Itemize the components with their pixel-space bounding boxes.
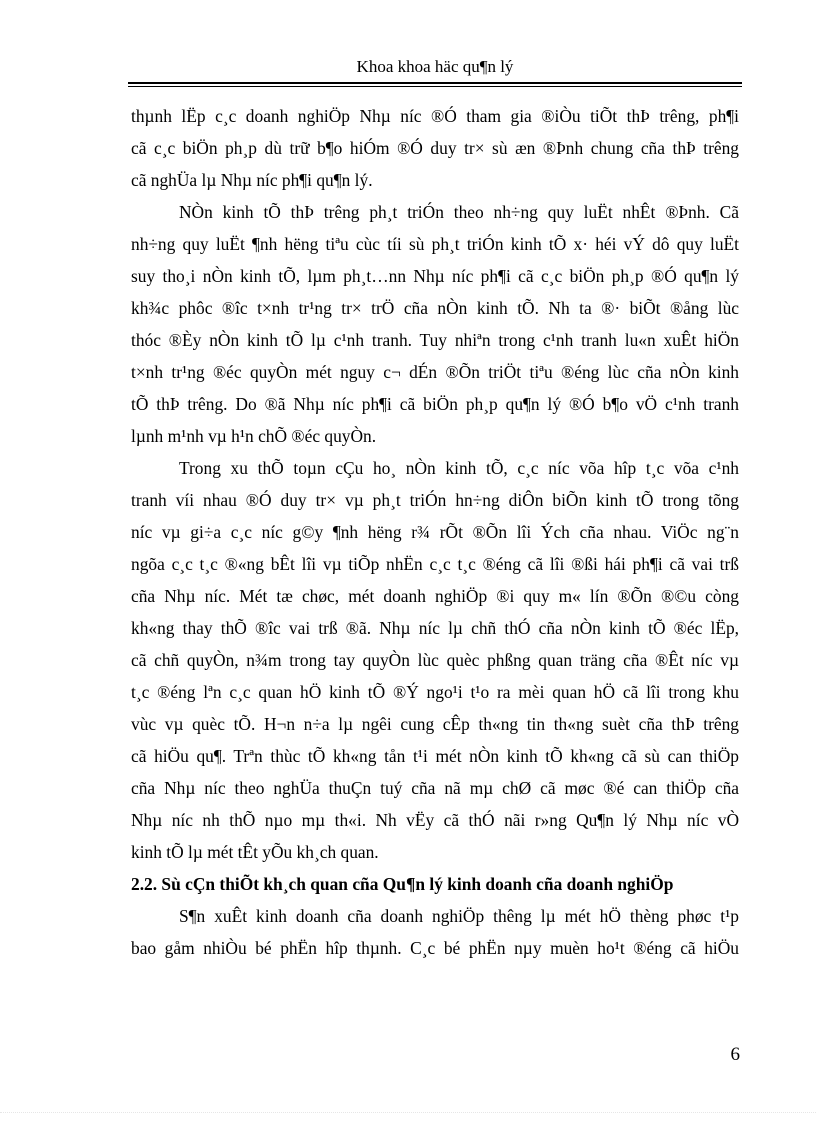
text-line: cã hiÖu qu¶. Trªn thùc tÕ kh«ng tån t¹i mét nÒn kinh tÕ kh«ng cã sù can thiÖp: [131, 746, 739, 766]
header-rule-thick: [128, 82, 742, 84]
text-line: kinh tÕ lµ mét tÊt yÕu kh¸ch quan.: [131, 842, 379, 862]
text-line: cã chñ quyÒn, n¾m trong tay quyÒn lùc quèc phßng quan träng cña ®Êt níc vµ: [131, 650, 739, 670]
text-line: vùc vµ quèc tÕ. H¬n n÷a lµ ngêi cung cÊp th«ng tin th«ng suèt cña thÞ trêng: [131, 714, 739, 734]
text-line: ngõa c¸c t¸c ®«ng bÊt lîi vµ tiÕp nhËn c¸c t¸c ®éng cã lîi ®ßi hái ph¶i cã vai trß: [131, 554, 739, 574]
text-line: suy tho¸i nÒn kinh tÕ, lµm ph¸t…nn Nhµ níc ph¶i cã c¸c biÖn ph¸p ®Ó qu¶n lý: [131, 266, 739, 286]
text-line: kh¾c phôc ®îc t×nh tr¹ng tr× trÖ cña nÒn kinh tÕ. Nh ta ®· biÕt ®ång lùc: [131, 298, 739, 318]
text-line: Nhµ níc nh thÕ nµo mµ th«i. Nh vËy cã thÓ nãi r»ng Qu¶n lý Nhµ níc vÒ: [131, 810, 739, 830]
running-header: Khoa khoa häc qu¶n lý: [356, 57, 514, 76]
text-line: nh÷ng quy luËt ¶nh hëng tiªu cùc tíi sù ph¸t triÓn kinh tÕ x· héi vÝ dô quy luËt: [131, 234, 739, 254]
text-line: tÕ thÞ trêng. Do ®ã Nhµ níc ph¶i cã biÖn ph¸p qu¶n lý ®Ó b¶o vÖ c¹nh tranh: [131, 394, 739, 414]
document-body: [131, 100, 739, 964]
paragraph: [131, 452, 739, 868]
text-line: cã c¸c biÖn ph¸p dù trữ b¶o hiÓm ®Ó duy tr× sù æn ®Þnh chung cña thÞ trêng: [131, 138, 739, 158]
text-line: S¶n xuÊt kinh doanh cña doanh nghiÖp thêng lµ mét hÖ thèng phøc t¹p: [179, 906, 739, 926]
text-line: bao gåm nhiÒu bé phËn hîp thµnh. C¸c bé phËn nµy muèn ho¹t ®éng cã hiÖu: [131, 938, 739, 958]
text-line: cña Nhµ níc. Mét tæ chøc, mét doanh nghiÖp ®i quy m« lín ®Õn ®©u còng: [131, 586, 739, 606]
section-heading: [131, 868, 739, 900]
text-line: t×nh tr¹ng ®éc quyÒn mét nguy c¬ dÉn ®Õn triÖt tiªu ®éng lùc cña nÒn kinh: [131, 362, 739, 382]
header-rule-thin: [128, 86, 742, 87]
paragraph: [131, 196, 739, 452]
footer-dotted-border: [0, 1112, 816, 1113]
text-line: thóc ®Èy nÒn kinh tÕ lµ c¹nh tranh. Tuy nhiªn trong c¹nh tranh lu«n xuÊt hiÖn: [131, 330, 739, 350]
text-line: cã nghÜa lµ Nhµ níc ph¶i qu¶n lý.: [131, 170, 373, 190]
heading-line: 2.2. Sù cÇn thiÕt kh¸ch quan cña Qu¶n lý kinh doanh cña doanh nghiÖp: [131, 874, 674, 894]
text-line: cña Nhµ níc theo nghÜa thuÇn tuý cña nã mµ chØ cã møc ®é can thiÖp cña: [131, 778, 739, 798]
text-line: thµnh lËp c¸c doanh nghiÖp Nhµ níc ®Ó tham gia ®iÒu tiÕt thÞ trêng, ph¶i: [131, 106, 739, 126]
paragraph: [131, 900, 739, 964]
text-line: tranh víi nhau ®Ó duy tr× vµ ph¸t triÓn hn÷ng diÔn biÕn kinh tÕ trong tõng: [131, 490, 739, 510]
text-line: t¸c ®éng lªn c¸c quan hÖ kinh tÕ ®Ý ngo¹i t¹o ra mèi quan hÖ cã lîi trong khu: [131, 682, 739, 702]
page-number: 6: [730, 1044, 740, 1065]
text-line: kh«ng thay thÕ ®îc vai trß ®ã. Nhµ níc lµ chñ thÓ cña nÒn kinh tÕ ®éc lËp,: [131, 618, 739, 638]
text-line: Trong xu thÕ toµn cÇu ho¸ nÒn kinh tÕ, c¸c níc võa hîp t¸c võa c¹nh: [179, 458, 739, 478]
paragraph: [131, 100, 739, 196]
text-line: lµnh m¹nh vµ h¹n chÕ ®éc quyÒn.: [131, 426, 377, 446]
text-line: NÒn kinh tÕ thÞ trêng ph¸t triÓn theo nh÷ng quy luËt nhÊt ®Þnh. Cã: [179, 202, 739, 222]
text-line: níc vµ gi÷a c¸c níc g©y ¶nh hëng r¾ rÕt ®Õn lîi Ých cña nhau. ViÖc ng¨n: [131, 522, 739, 542]
